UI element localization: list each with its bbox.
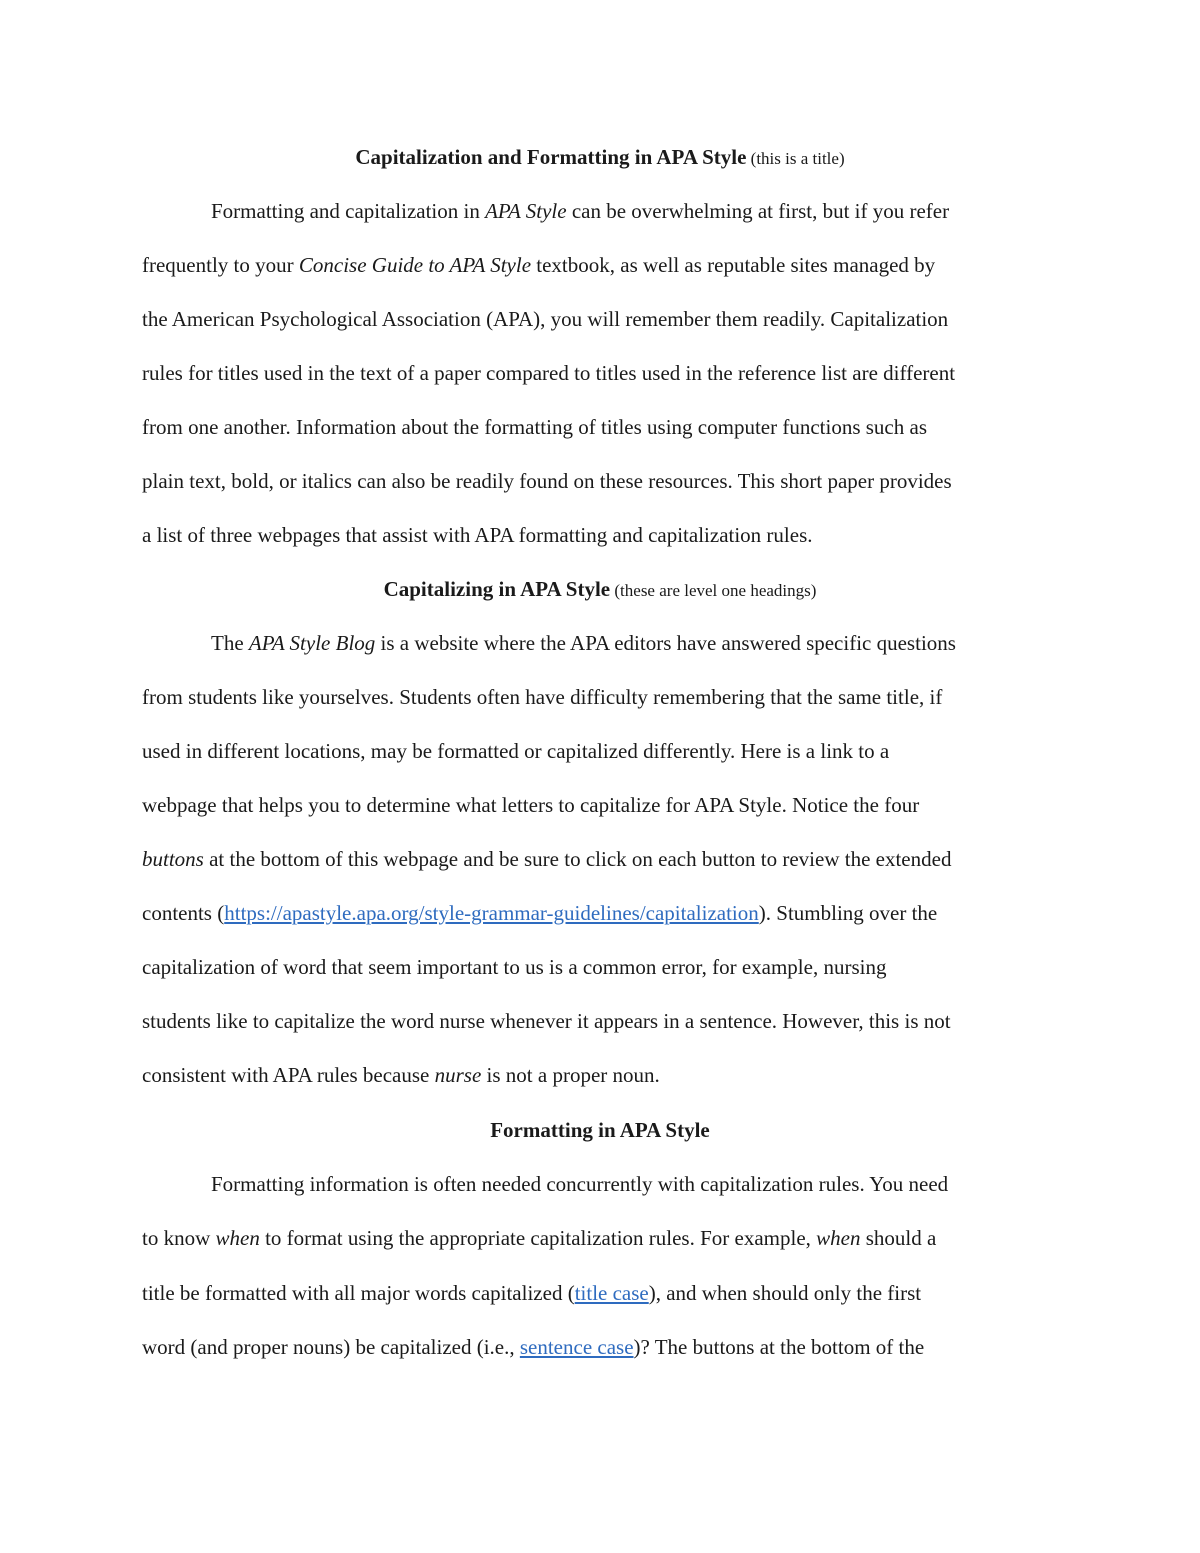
paragraph-line: students like to capitalize the word nurse whenever it appears in a sentence. However, this is not [142, 1009, 951, 1033]
paragraph-line: a list of three webpages that assist with APA formatting and capitalization rules. [142, 523, 813, 547]
text-run: textbook, as well as reputable sites managed by [531, 253, 936, 277]
italic-run: APA Style [485, 199, 567, 223]
text-run: contents ( [142, 901, 225, 925]
italic-run: when [215, 1226, 260, 1250]
paragraph-line: from students like yourselves. Students often have difficulty remembering that the same title, if [142, 685, 943, 709]
text-run: consistent with APA rules because [142, 1063, 435, 1087]
text-run: ). Stumbling over the [758, 901, 938, 925]
title-note: (this is a title) [746, 149, 845, 168]
paragraph-line: used in different locations, may be formatted or capitalized differently. Here is a link to a [142, 739, 890, 763]
section-heading [0, 576, 1200, 604]
section-heading: Formatting in APA Style [490, 1118, 710, 1142]
text-run: can be overwhelming at first, but if you refer [566, 199, 950, 223]
paragraph-line: rules for titles used in the text of a paper compared to titles used in the reference list are different [142, 361, 956, 385]
text-run: )? The buttons at the bottom of the [633, 1335, 925, 1359]
heading-text: Capitalizing in APA Style [383, 577, 611, 601]
text-run: is not a proper noun. [481, 1063, 660, 1087]
text-run: ), and when should only the first [648, 1281, 922, 1305]
paragraph-line [142, 252, 935, 278]
text-run: Formatting and capitalization in [211, 199, 486, 223]
paragraph-line [142, 1280, 921, 1306]
text-run: frequently to your [142, 253, 299, 277]
paragraph-line [211, 198, 949, 224]
sentence-case-link[interactable]: sentence case [519, 1335, 634, 1359]
capitalization-link[interactable]: https://apastyle.apa.org/style-grammar-guidelines/capitalization [224, 901, 759, 925]
text-run: title be formatted with all major words capitalized ( [142, 1281, 575, 1305]
paragraph-line [142, 1334, 924, 1360]
text-run: is a website where the APA editors have answered specific questions [375, 631, 956, 655]
text-run: should a [860, 1226, 937, 1250]
document-title [0, 144, 1200, 172]
paragraph-line: the American Psychological Association (APA), you will remember them readily. Capitalization [142, 307, 949, 331]
paragraph-line: Formatting information is often needed concurrently with capitalization rules. You need [211, 1172, 949, 1196]
paragraph-line: from one another. Information about the formatting of titles using computer functions such as [142, 415, 927, 439]
text-run: word (and proper nouns) be capitalized (i.e., [142, 1335, 520, 1359]
paragraph-line [211, 630, 956, 656]
text-run: at the bottom of this webpage and be sure to click on each button to review the extended [203, 847, 952, 871]
text-run: to know [142, 1226, 216, 1250]
paragraph-line: capitalization of word that seem important to us is a common error, for example, nursing [142, 955, 887, 979]
paragraph-line: webpage that helps you to determine what letters to capitalize for APA Style. Notice the four [142, 793, 920, 817]
italic-run: APA Style Blog [248, 631, 376, 655]
heading-note: (these are level one headings) [610, 581, 817, 600]
text-run: The [211, 631, 249, 655]
italic-run: nurse [434, 1063, 482, 1087]
title-text: Capitalization and Formatting in APA Style [355, 145, 747, 169]
italic-run: when [816, 1226, 861, 1250]
title-case-link[interactable]: title case [574, 1281, 649, 1305]
paragraph-line [142, 1062, 660, 1088]
italic-run: Concise Guide to APA Style [298, 253, 532, 277]
paragraph-line [142, 846, 951, 872]
italic-run: buttons [142, 847, 204, 871]
paragraph-line [142, 900, 937, 926]
paragraph-line: plain text, bold, or italics can also be readily found on these resources. This short paper provides [142, 469, 952, 493]
paragraph-line [142, 1225, 936, 1251]
text-run: to format using the appropriate capitalization rules. For example, [259, 1226, 817, 1250]
